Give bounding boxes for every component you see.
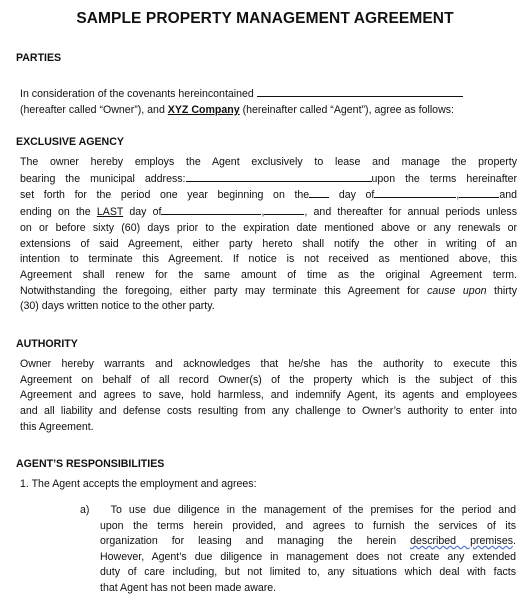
exclusive-line-4-text-d: , and thereafter for annual periods unless (304, 206, 518, 219)
exclusive-agency-paragraph (20, 155, 517, 315)
exclusive-line-10: (30) days written notice to the other party. (20, 300, 215, 313)
exclusive-line-2 (20, 171, 517, 188)
parties-paragraph (20, 86, 517, 118)
exclusive-line-3-text-b: day of (338, 189, 375, 202)
exclusive-line-9-text-a: Notwithstanding the foregoing, either party may terminate this Agreement for (20, 284, 428, 297)
parties-heading: PARTIES (16, 52, 62, 64)
exclusive-line-6: extensions of said Agreement, either party hereto shall notify the other in writing of an (20, 237, 517, 250)
authority-heading: AUTHORITY (16, 338, 78, 350)
authority-line-5: this Agreement. (20, 420, 94, 433)
exclusive-line-4 (20, 204, 517, 221)
end-month-blank[interactable] (161, 204, 261, 215)
subitem-a-line-1 (80, 503, 516, 519)
exclusive-line-9 (20, 284, 517, 300)
exclusive-line-2-text-b: upon the terms hereinafter (371, 172, 517, 185)
address-blank[interactable] (186, 171, 372, 182)
exclusive-line-4-text-b: day of (123, 206, 162, 219)
parties-line-1-text: In consideration of the covenants hereincontained (20, 88, 254, 100)
start-year-blank[interactable] (459, 187, 499, 198)
exclusive-line-4-comma: , (261, 206, 265, 219)
exclusive-line-1: The owner hereby employs the Agent exclusively to lease and manage the property (20, 156, 517, 168)
parties-line-2 (20, 103, 517, 119)
subitem-a-line-3 (80, 534, 516, 550)
subitem-a-line-6: that Agent has not been made aware. (100, 581, 277, 594)
subitem-a-marker: a) (80, 504, 90, 516)
exclusive-line-5: on or before sixty (60) days prior to the expiration date mentioned above or any renewals or (20, 221, 517, 234)
agent-company-name: XYZ Company (167, 103, 240, 116)
exclusive-line-3-text-a: set forth for the period one year beginning on the (20, 189, 310, 202)
subitem-a-line-3-period: . (513, 535, 516, 548)
start-day-blank[interactable] (309, 187, 329, 198)
subitem-a-line-5: duty of care including, but not limited to, any situations which deal with facts (100, 566, 516, 579)
exclusive-line-3-text-d: and (499, 189, 517, 202)
exclusive-line-4-text-a: ending on the (20, 206, 97, 219)
exclusive-line-3-comma: , (456, 189, 460, 202)
authority-line-3: Agreement and agrees to save, hold harmless, and indemnify Agent, its agents and employees (20, 389, 517, 402)
last-underlined: LAST (96, 206, 124, 219)
exclusive-agency-heading: EXCLUSIVE AGENCY (16, 136, 124, 148)
authority-paragraph (20, 357, 517, 436)
exclusive-line-2-text-a: bearing the municipal address: (20, 172, 186, 185)
authority-line-4: and all liability and defense costs resulting from any challenge to Owner’s authority to enter into (20, 405, 517, 418)
parties-line-1 (20, 86, 517, 103)
end-year-blank[interactable] (264, 204, 304, 215)
cause-upon-italic: cause upon (427, 284, 487, 297)
subitem-a-line-4: However, Agent’s due diligence in management does not create any extended (100, 550, 516, 563)
authority-line-1: Owner hereby warrants and acknowledges that he/she has the authority to execute this (20, 358, 517, 370)
subitem-a-line-2: upon the terms herein provided, and agrees to furnish the services of its (100, 519, 516, 532)
parties-line-2-text-b: (hereinafter called “Agent”), agree as follows: (239, 103, 454, 116)
exclusive-line-3 (20, 187, 517, 204)
spellcheck-flagged-text: described premises (410, 535, 514, 548)
subitem-a-line-3-text-a: organization for leasing and managing the herein (100, 535, 411, 548)
exclusive-line-8: Agreement shall renew for the same amount of time as the original Agreement term. (20, 268, 517, 281)
start-month-blank[interactable] (374, 187, 456, 198)
parties-line-2-text-a: (hereafter called “Owner”), and (20, 103, 168, 116)
responsibilities-heading: AGENT’S RESPONSIBILITIES (16, 458, 165, 470)
authority-line-2: Agreement on behalf of all record Owner(s) of the property which is the subject of this (20, 373, 517, 386)
subitem-a-line-1-text: To use due diligence in the management of the premises for the period and (110, 504, 516, 516)
responsibility-item-1: 1. The Agent accepts the employment and agrees: (20, 478, 257, 490)
owner-name-blank[interactable] (257, 86, 463, 97)
exclusive-line-9-text-b: thirty (486, 284, 518, 297)
document-title: SAMPLE PROPERTY MANAGEMENT AGREEMENT (76, 10, 454, 27)
responsibility-subitem-a (80, 503, 516, 597)
exclusive-line-7: intention to terminate this Agreement. If notice is not received as mentioned above, this (20, 253, 517, 266)
